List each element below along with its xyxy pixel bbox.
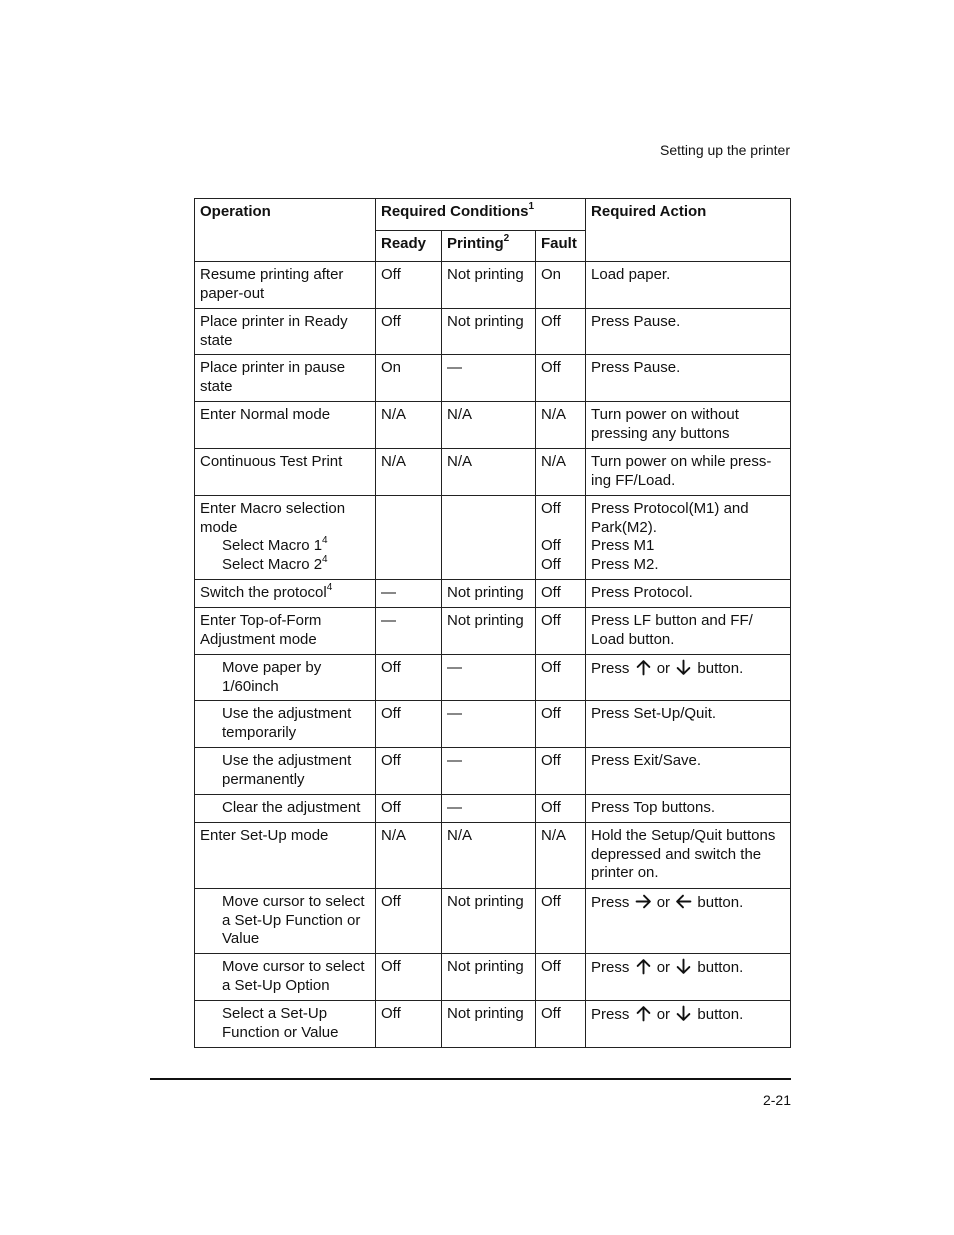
action-macro-1: Press M1 xyxy=(591,537,655,554)
header-required-conditions: Required Conditions$^1$ xyxy=(376,199,586,231)
cell-operation: Place printer in Ready state xyxy=(195,309,376,355)
down-arrow-icon xyxy=(675,958,692,975)
cell-printing: — xyxy=(442,355,536,402)
cell-printing: Not printing xyxy=(442,309,536,355)
table-header-row xyxy=(195,199,791,231)
cell-fault: Off xyxy=(536,889,586,954)
cell-fault: Off xyxy=(536,309,586,355)
left-arrow-icon xyxy=(675,893,692,910)
cell-printing: Not printing xyxy=(442,1001,536,1048)
cell-printing: Not printing xyxy=(442,889,536,954)
table-row xyxy=(195,262,791,309)
select-macro-2-label: Select Macro $2^4$ xyxy=(222,553,328,573)
up-arrow-icon xyxy=(635,1005,652,1022)
cell-ready xyxy=(376,496,442,580)
cell-action: Hold the Setup/Quit buttons depressed and switch the printer on. xyxy=(586,823,791,889)
cell-operation: Enter Top-of-Form Adjustment mode xyxy=(195,608,376,655)
cell-fault: Off xyxy=(536,580,586,608)
cell-printing: Not printing xyxy=(442,608,536,655)
cell-printing xyxy=(442,496,536,580)
footer-rule xyxy=(150,1078,791,1080)
cell-printing: N/A xyxy=(442,449,536,496)
cell-action: Turn power on while press-ing FF/Load. xyxy=(586,449,791,496)
fault-macro-mode: Off xyxy=(541,500,561,517)
cell-ready: Off xyxy=(376,748,442,795)
cell-printing: Not printing xyxy=(442,262,536,309)
page-number: 2-21 xyxy=(762,1092,791,1108)
cell-operation: Move paper by 1/60inch xyxy=(195,655,376,701)
header-ready: Ready xyxy=(376,231,442,262)
cell-printing: Not printing xyxy=(442,580,536,608)
cell-ready: N/A xyxy=(376,449,442,496)
cell-ready: — xyxy=(376,580,442,608)
cell-ready: Off xyxy=(376,262,442,309)
cell-action: Press LF button and FF/ Load button. xyxy=(586,608,791,655)
cell-ready: On xyxy=(376,355,442,402)
action-macro-mode: Press Protocol(M1) and Park(M2). xyxy=(591,500,749,536)
cell-fault: Off xyxy=(536,655,586,701)
cell-action: Load paper. xyxy=(586,262,791,309)
table-row xyxy=(195,701,791,748)
table-row xyxy=(195,496,791,580)
down-arrow-icon xyxy=(675,1005,692,1022)
table-row xyxy=(195,823,791,889)
cell-operation xyxy=(195,496,376,580)
cell-ready: Off xyxy=(376,1001,442,1048)
cell-ready: Off xyxy=(376,889,442,954)
cell-action: Press Protocol. xyxy=(586,580,791,608)
cell-ready: Off xyxy=(376,954,442,1001)
cell-action: Press Exit/Save. xyxy=(586,748,791,795)
fault-macro-2: Off xyxy=(541,555,561,573)
up-arrow-icon xyxy=(635,958,652,975)
header-operation: Operation xyxy=(195,199,376,262)
cell-ready: Off xyxy=(376,795,442,823)
cell-fault: N/A xyxy=(536,402,586,449)
header-printing: Printing$^2$ xyxy=(442,231,536,262)
cell-operation: Clear the adjustment xyxy=(195,795,376,823)
cell-action: Press or button. xyxy=(586,655,791,701)
table-row xyxy=(195,449,791,496)
operations-table xyxy=(194,198,791,1048)
cell-ready: N/A xyxy=(376,823,442,889)
cell-operation: Move cursor to select a Set-Up Function or Value xyxy=(195,889,376,954)
cell-action xyxy=(586,496,791,580)
table-row xyxy=(195,309,791,355)
cell-ready: — xyxy=(376,608,442,655)
cell-fault: Off xyxy=(536,795,586,823)
running-header: Setting up the printer xyxy=(660,142,790,158)
table-row xyxy=(195,748,791,795)
cell-ready: Off xyxy=(376,701,442,748)
header-fault: Fault xyxy=(536,231,586,262)
cell-operation: Use the adjustment permanently xyxy=(195,748,376,795)
cell-printing: N/A xyxy=(442,402,536,449)
fault-macro-1: Off xyxy=(541,537,561,554)
cell-fault: Off xyxy=(536,701,586,748)
cell-action: Press Set-Up/Quit. xyxy=(586,701,791,748)
cell-fault xyxy=(536,496,586,580)
table-row xyxy=(195,608,791,655)
cell-action: Press or button. xyxy=(586,889,791,954)
up-arrow-icon xyxy=(635,659,652,676)
cell-printing: — xyxy=(442,655,536,701)
cell-action: Press Top buttons. xyxy=(586,795,791,823)
cell-fault: Off xyxy=(536,1001,586,1048)
cell-printing: — xyxy=(442,748,536,795)
action-macro-2: Press M2. xyxy=(591,555,659,573)
table-row xyxy=(195,355,791,402)
cell-action: Press or button. xyxy=(586,1001,791,1048)
cell-action: Press or button. xyxy=(586,954,791,1001)
table-row xyxy=(195,795,791,823)
cell-operation: Move cursor to select a Set-Up Option xyxy=(195,954,376,1001)
table-row xyxy=(195,889,791,954)
cell-operation: Continuous Test Print xyxy=(195,449,376,496)
cell-fault: N/A xyxy=(536,823,586,889)
table-row xyxy=(195,402,791,449)
cell-fault: Off xyxy=(536,355,586,402)
table-row xyxy=(195,580,791,608)
cell-action: Press Pause. xyxy=(586,309,791,355)
down-arrow-icon xyxy=(675,659,692,676)
cell-operation: Switch the protocol$^4$ xyxy=(195,580,376,608)
table-row xyxy=(195,954,791,1001)
cell-operation: Enter Normal mode xyxy=(195,402,376,449)
cell-printing: Not printing xyxy=(442,954,536,1001)
table-row xyxy=(195,655,791,701)
cell-fault: N/A xyxy=(536,449,586,496)
cell-fault: Off xyxy=(536,748,586,795)
cell-operation: Resume printing after paper-out xyxy=(195,262,376,309)
cell-fault: Off xyxy=(536,608,586,655)
header-required-action: Required Action xyxy=(586,199,791,262)
cell-operation: Enter Set-Up mode xyxy=(195,823,376,889)
right-arrow-icon xyxy=(635,893,652,910)
cell-fault: On xyxy=(536,262,586,309)
cell-printing: N/A xyxy=(442,823,536,889)
cell-fault: Off xyxy=(536,954,586,1001)
cell-ready: Off xyxy=(376,655,442,701)
table-row xyxy=(195,1001,791,1048)
cell-operation: Select a Set-Up Function or Value xyxy=(195,1001,376,1048)
cell-action: Press Pause. xyxy=(586,355,791,402)
cell-ready: Off xyxy=(376,309,442,355)
macro-mode-label: Enter Macro selection mode xyxy=(200,500,346,536)
cell-operation: Place printer in pause state xyxy=(195,355,376,402)
cell-printing: — xyxy=(442,701,536,748)
cell-ready: N/A xyxy=(376,402,442,449)
cell-printing: — xyxy=(442,795,536,823)
cell-operation: Use the adjustment temporarily xyxy=(195,701,376,748)
cell-action: Turn power on without pressing any buttons xyxy=(586,402,791,449)
select-macro-1-label: Select Macro $1^4$ xyxy=(222,535,328,554)
